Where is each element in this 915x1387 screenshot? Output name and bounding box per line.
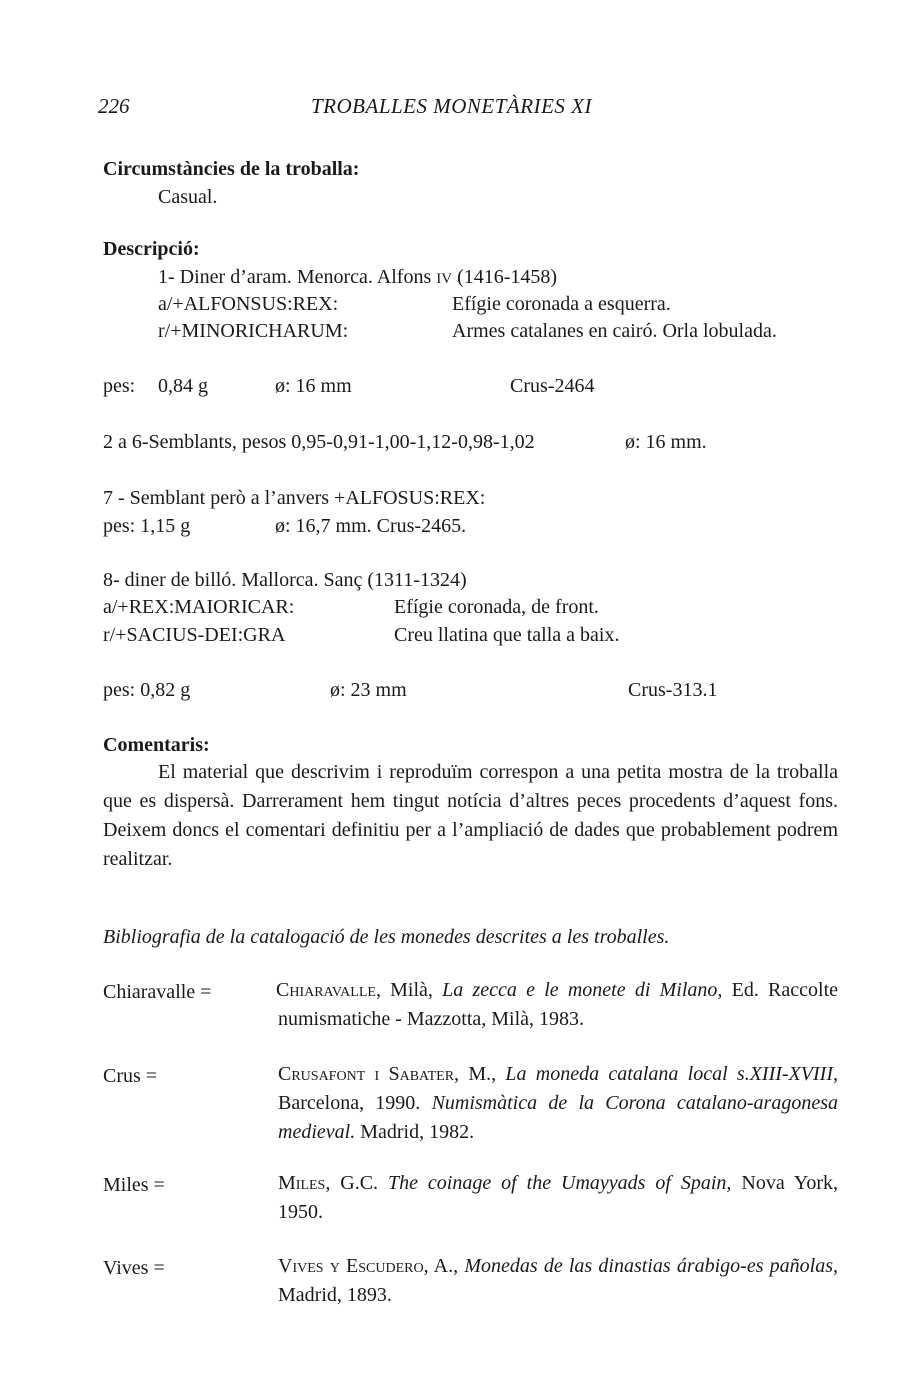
page-number: 226 xyxy=(98,94,130,118)
item1-diameter: ø: 16 mm xyxy=(275,375,352,397)
item8-weight: pes: 0,82 g xyxy=(103,679,191,701)
bib-entry-crus: Crusafont i Sabater, M., La moneda catalana local s.XIII-XVIII, Barcelona, 1990. Numismàtica de la Corona catalano-aragonesa medieval. Madrid, 1982. xyxy=(278,1063,838,1143)
item1-title: 1- Diner d’aram. Menorca. Alfons IV (1416-1458) xyxy=(158,266,558,288)
item1-reference: Crus-2464 xyxy=(510,375,595,397)
item8-reverse-legend: r/+SACIUS-DEI:GRA xyxy=(103,624,286,646)
item8-obverse-legend: a/+REX:MAIORICAR: xyxy=(103,596,295,618)
item8-reference: Crus-313.1 xyxy=(628,679,718,701)
item8-title: 8- diner de billó. Mallorca. Sanç (1311-1324) xyxy=(103,569,467,591)
bib-entry-miles: Miles, G.C. The coinage of the Umayyads of Spain, Nova York, 1950. xyxy=(278,1172,838,1223)
item1-weight: 0,84 g xyxy=(158,375,208,397)
item1-weight-label: pes: xyxy=(103,375,136,397)
bib-key-miles: Miles = xyxy=(103,1174,165,1196)
section-heading-descripcio: Descripció: xyxy=(103,238,200,260)
section-heading-circumstancies: Circumstàncies de la troballa: xyxy=(103,158,360,180)
section-heading-comentaris: Comentaris: xyxy=(103,734,210,756)
item1-obverse-desc: Efígie coronada a esquerra. xyxy=(452,293,671,315)
comentaris-paragraph: El material que descrivim i reproduïm correspon a una petita mostra de la troballa que es dispersà. Darrerament hem tingut notícia d’altres peces procedents d’aquest fons. Deixem doncs el comentari definitiu per a l’ampliació de dades que probablement podrem realitzar. xyxy=(103,761,838,870)
item7-diameter-ref: ø: 16,7 mm. Crus-2465. xyxy=(275,515,467,537)
item8-diameter: ø: 23 mm xyxy=(330,679,407,701)
item7-line1: 7 - Semblant però a l’anvers +ALFOSUS:REX: xyxy=(103,487,486,509)
item1-reverse-desc: Armes catalanes en cairó. Orla lobulada. xyxy=(452,320,777,342)
bib-entry-chiaravalle: Chiaravalle, Milà, La zecca e le monete di Milano, Ed. Raccolte numismatiche - Mazzotta, Milà, 1983. xyxy=(276,979,838,1030)
bib-key-crus: Crus = xyxy=(103,1065,158,1087)
bib-key-vives: Vives = xyxy=(103,1257,165,1279)
item8-obverse-desc: Efígie coronada, de front. xyxy=(394,596,599,618)
bibliografia-heading: Bibliografia de la catalogació de les monedes descrites a les troballes. xyxy=(103,926,670,948)
running-title: TROBALLES MONETÀRIES XI xyxy=(311,94,592,118)
item1-obverse-legend: a/+ALFONSUS:REX: xyxy=(158,293,339,315)
item1-reverse-legend: r/+MINORICHARUM: xyxy=(158,320,349,342)
bib-entry-vives: Vives y Escudero, A., Monedas de las dinastias árabigo-es pañolas, Madrid, 1893. xyxy=(278,1255,838,1306)
item7-weight: pes: 1,15 g xyxy=(103,515,191,537)
circumstancies-text: Casual. xyxy=(158,186,218,208)
items2to6-text: 2 a 6-Semblants, pesos 0,95-0,91-1,00-1,12-0,98-1,02 xyxy=(103,431,535,453)
bib-key-chiaravalle: Chiaravalle = xyxy=(103,981,212,1003)
items2to6-diameter: ø: 16 mm. xyxy=(625,431,707,453)
item8-reverse-desc: Creu llatina que talla a baix. xyxy=(394,624,620,646)
